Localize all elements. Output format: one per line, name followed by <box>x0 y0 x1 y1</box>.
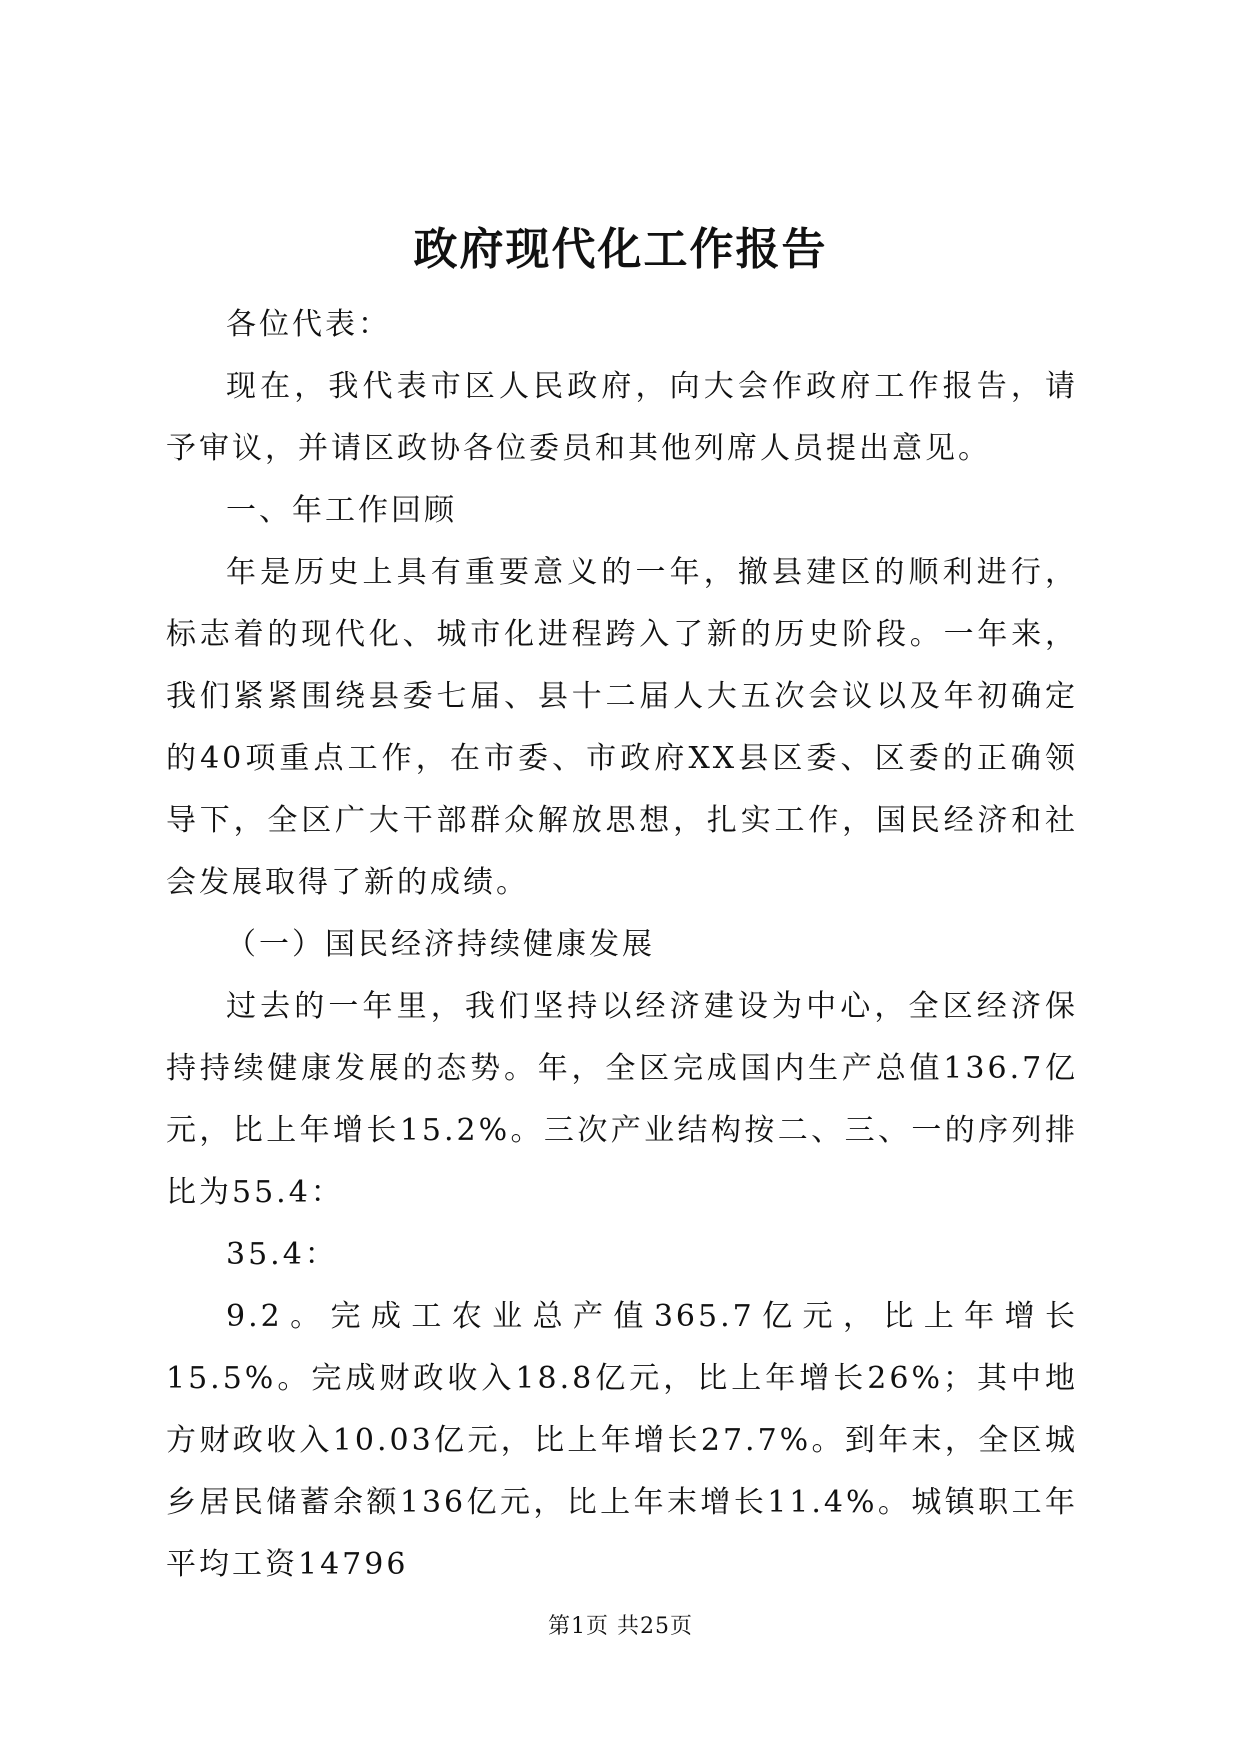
document-body <box>166 294 1078 1596</box>
paragraph-economy: 过去的一年里，我们坚持以经济建设为中心，全区经济保持持续健康发展的态势。年，全区完成国内生产总值136.7亿元，比上年增长15.2%。三次产业结构按二、三、一的序列排比为55.4： <box>166 989 1078 1210</box>
paragraph-salutation: 各位代表： <box>226 307 391 342</box>
section-heading-review: 一、年工作回顾 <box>226 493 457 528</box>
paragraph-output: 9.2。完成工农业总产值365.7亿元，比上年增长15.5%。完成财政收入18.8亿元，比上年增长26%；其中地方财政收入10.03亿元，比上年增长27.7%。到年末，全区城乡居民储蓄余额136亿元，比上年末增长11.4%。城镇职工年平均工资14796 <box>166 1299 1078 1582</box>
document-title: 政府现代化工作报告 <box>413 224 828 275</box>
page-footer: 第1页 共25页 <box>548 1614 693 1639</box>
subsection-heading-economy: （一）国民经济持续健康发展 <box>226 927 655 962</box>
paragraph-ratio: 35.4： <box>226 1237 338 1272</box>
paragraph-intro: 现在，我代表市区人民政府，向大会作政府工作报告，请予审议，并请区政协各位委员和其他列席人员提出意见。 <box>166 369 1078 466</box>
paragraph-review: 年是历史上具有重要意义的一年，撤县建区的顺利进行，标志着的现代化、城市化进程跨入了新的历史阶段。一年来，我们紧紧围绕县委七届、县十二届人大五次会议以及年初确定的40项重点工作，在市委、市政府XX县区委、区委的正确领导下，全区广大干部群众解放思想，扎实工作，国民经济和社会发展取得了新的成绩。 <box>166 555 1078 900</box>
